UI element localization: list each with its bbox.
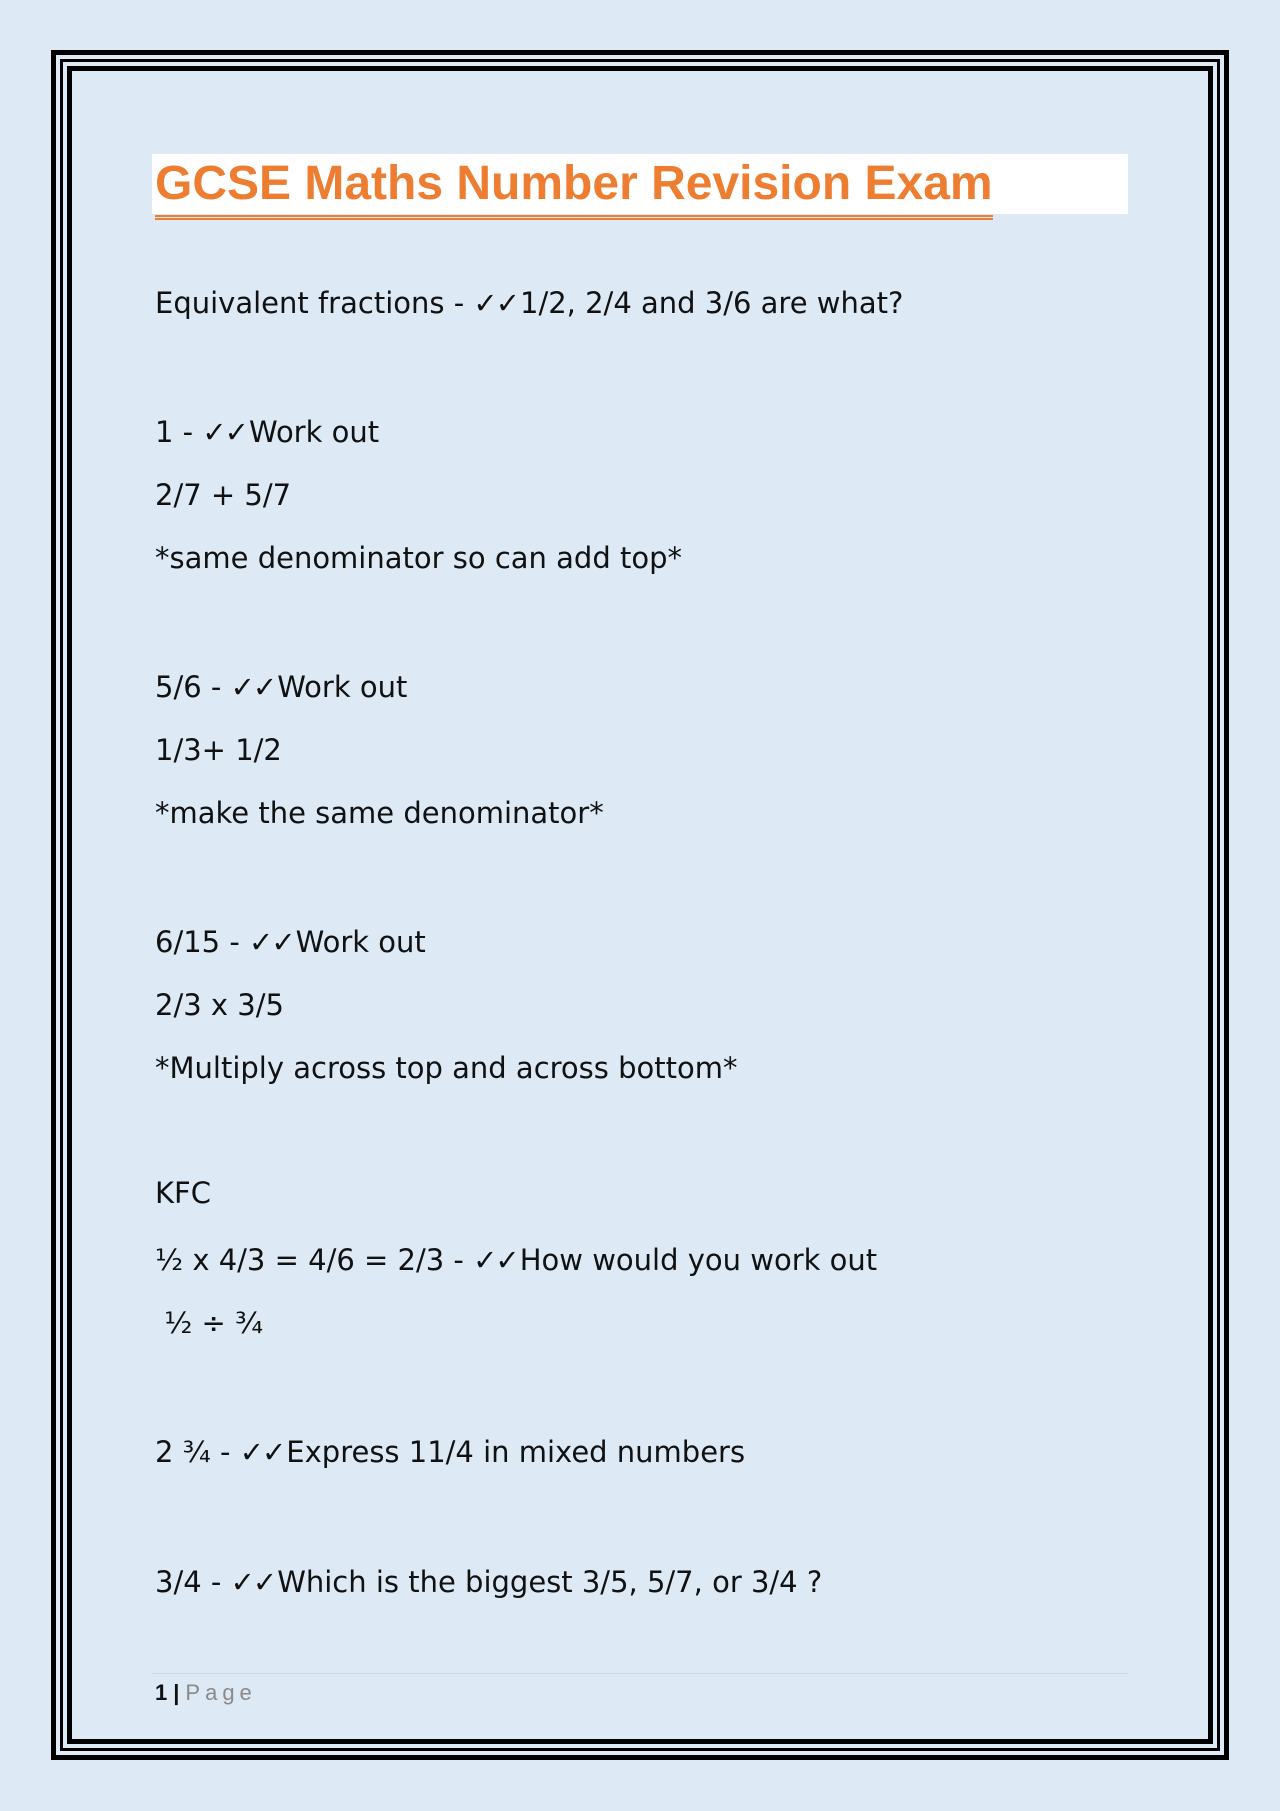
mnemonic-line: KFC xyxy=(155,1176,211,1210)
question-text: Work out xyxy=(248,415,380,449)
question-divide-fractions xyxy=(155,1240,877,1280)
question-text: Work out xyxy=(277,670,408,704)
double-check-icon: ✓✓ xyxy=(473,286,518,320)
double-check-icon: ✓✓ xyxy=(473,1243,518,1277)
answer-text: 1 - xyxy=(155,415,194,449)
footer-separator: | xyxy=(173,1680,180,1705)
question-biggest-fraction xyxy=(155,1562,822,1602)
footer-divider xyxy=(152,1673,1128,1674)
question-text: Which is the biggest 3/5, 5/7, or 3/4 ? xyxy=(277,1565,823,1599)
double-check-icon: ✓✓ xyxy=(249,925,294,959)
expression-line: 1/3+ 1/2 xyxy=(155,733,282,767)
page-footer xyxy=(155,1679,257,1707)
answer-text: Equivalent fractions - xyxy=(155,286,465,320)
answer-text: 2 ¾ - xyxy=(155,1435,231,1469)
question-text: How would you work out xyxy=(519,1243,878,1277)
question-text: Work out xyxy=(295,925,426,959)
question-multiply-fractions xyxy=(155,922,426,962)
answer-text: 6/15 - xyxy=(155,925,240,959)
double-check-icon: ✓✓ xyxy=(230,1565,276,1599)
document-title: GCSE Maths Number Revision Exam xyxy=(155,153,993,220)
question-mixed-numbers xyxy=(155,1432,745,1472)
question-add-unlike-fractions xyxy=(155,667,407,707)
hint-line: *Multiply across top and across bottom* xyxy=(155,1051,738,1085)
expression-line: 2/7 + 5/7 xyxy=(155,478,292,512)
double-check-icon: ✓✓ xyxy=(239,1435,285,1469)
expression-line: ½ ÷ ¾ xyxy=(155,1306,264,1340)
question-equivalent-fractions xyxy=(155,283,903,323)
question-text: Express 11/4 in mixed numbers xyxy=(286,1435,746,1469)
page-number: 1 xyxy=(155,1680,168,1705)
hint-line: *make the same denominator* xyxy=(155,796,604,830)
answer-text: 3/4 - xyxy=(155,1565,222,1599)
question-text: 1/2, 2/4 and 3/6 are what? xyxy=(520,286,904,320)
hint-line: *same denominator so can add top* xyxy=(155,541,682,575)
expression-line: 2/3 x 3/5 xyxy=(155,988,284,1022)
page-label: Page xyxy=(185,1680,257,1705)
double-check-icon: ✓✓ xyxy=(230,670,276,704)
answer-text: ½ x 4/3 = 4/6 = 2/3 - xyxy=(155,1243,464,1277)
answer-text: 5/6 - xyxy=(155,670,222,704)
double-check-icon: ✓✓ xyxy=(202,415,247,449)
question-add-fractions xyxy=(155,412,379,452)
